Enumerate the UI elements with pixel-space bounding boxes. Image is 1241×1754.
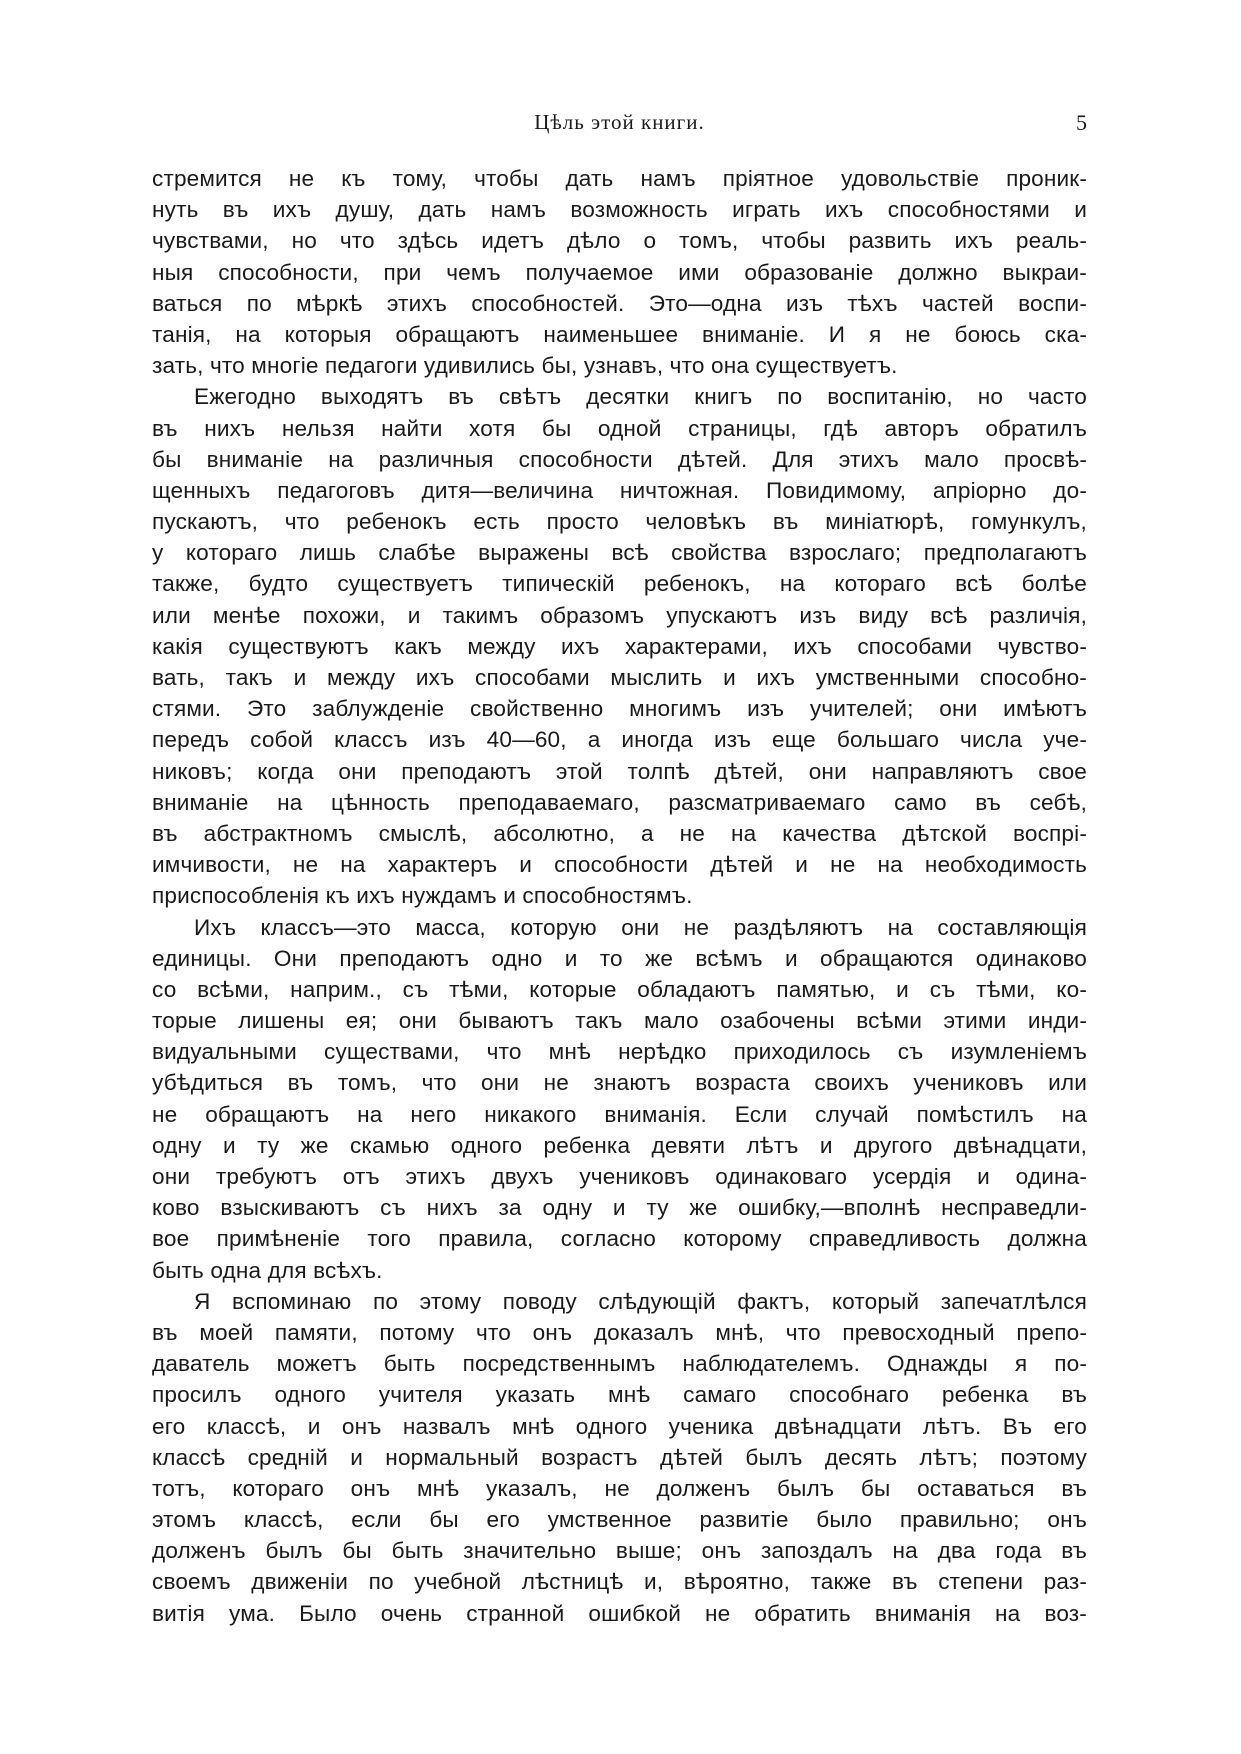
text-line: стями. Это заблужденіе свойственно многимъ изъ учителей; они имѣютъ [152, 696, 1087, 722]
paragraph [152, 381, 1087, 911]
text-line: его классѣ, и онъ назвалъ мнѣ одного ученика двѣнадцати лѣтъ. Въ его [152, 1413, 1087, 1439]
text-line: Я вспоминаю по этому поводу слѣдующій фактъ, который запечатлѣлся [194, 1288, 1087, 1314]
text-line: бы вниманіе на различныя способности дѣтей. Для этихъ мало просвѣ- [152, 446, 1087, 472]
text-line: классѣ средній и нормальный возрастъ дѣтей былъ десять лѣтъ; поэтому [152, 1444, 1087, 1470]
paragraph [152, 163, 1087, 381]
text-line: убѣдиться въ томъ, что они не знаютъ возраста своихъ учениковъ или [152, 1070, 1087, 1096]
text-line: вать, такъ и между ихъ способами мыслить и ихъ умственными способно- [152, 665, 1087, 690]
text-line: Ежегодно выходятъ въ свѣтъ десятки книгъ по воспитанію, но часто [194, 384, 1087, 410]
text-line: вое примѣненіе того правила, согласно которому справедливость должна [152, 1226, 1087, 1252]
text-line: никовъ; когда они преподаютъ этой толпѣ дѣтей, они направляютъ свое [152, 758, 1087, 784]
paragraph [152, 1286, 1087, 1629]
text-line: чувствами, но что здѣсь идетъ дѣло о томъ, чтобы развить ихъ реаль- [152, 228, 1087, 254]
text-line: долженъ былъ бы быть значительно выше; онъ запоздалъ на два года въ [152, 1538, 1087, 1564]
text-line: не обращаютъ на него никакого вниманія. Если случай помѣстилъ на [152, 1101, 1087, 1127]
text-line: одну и ту же скамью одного ребенка девяти лѣтъ и другого двѣнадцати, [152, 1132, 1087, 1158]
text-line: танія, на которыя обращаютъ наименьшее вниманіе. И я не боюсь ска- [152, 321, 1087, 347]
text-line: въ нихъ нельзя найти хотя бы одной страницы, гдѣ авторъ обратилъ [152, 415, 1087, 441]
text-line: приспособленія къ ихъ нуждамъ и способностямъ. [152, 883, 693, 909]
page-number: 5 [1076, 110, 1087, 135]
text-line: витія ума. Было очень странной ошибкой не обратить вниманія на воз- [152, 1600, 1087, 1626]
text-line: единицы. Они преподаютъ одно и то же всѣмъ и обращаются одинаково [152, 945, 1087, 971]
text-line: стремится не къ тому, чтобы дать намъ пріятное удовольствіе проник- [152, 166, 1087, 191]
text-line: просилъ одного учителя указать мнѣ самаго способнаго ребенка въ [152, 1382, 1087, 1408]
text-line: Ихъ классъ—это масса, которую они не раздѣляютъ на составляющія [194, 914, 1087, 940]
body-text [152, 163, 1087, 1629]
text-line: имчивости, не на характеръ и способности дѣтей и не на необходимость [152, 852, 1087, 878]
text-line: торые лишены ея; они бываютъ такъ мало озабочены всѣми этими инди- [152, 1008, 1087, 1034]
text-line: какія существуютъ какъ между ихъ характерами, ихъ способами чувство- [152, 633, 1087, 659]
text-line: или менѣе похожи, и такимъ образомъ упускаютъ изъ виду всѣ различія, [152, 602, 1087, 628]
running-head [152, 110, 1087, 140]
text-line: въ абстрактномъ смыслѣ, абсолютно, а не на качества дѣтской воспрі- [152, 820, 1087, 846]
text-line: тотъ, котораго онъ мнѣ указалъ, не долженъ былъ бы оставаться въ [152, 1475, 1087, 1501]
text-line: видуальными существами, что мнѣ нерѣдко приходилось съ изумленіемъ [152, 1039, 1087, 1065]
text-line: щенныхъ педагоговъ дитя—величина ничтожная. Повидимому, апріорно до- [152, 477, 1087, 503]
text-line: у котораго лишь слабѣе выражены всѣ свойства взрослаго; предполагаютъ [152, 540, 1087, 566]
text-line: ваться по мѣркѣ этихъ способностей. Это—одна изъ тѣхъ частей воспи- [152, 290, 1087, 316]
paragraph [152, 912, 1087, 1286]
text-line: вниманіе на цѣнность преподаваемаго, разсматриваемаго само въ себѣ, [152, 789, 1087, 815]
text-line: нуть въ ихъ душу, дать намъ возможность играть ихъ способностями и [152, 197, 1087, 223]
text-line: передъ собой классъ изъ 40—60, а иногда изъ еще большаго числа уче- [152, 727, 1087, 753]
text-line: даватель можетъ быть посредственнымъ наблюдателемъ. Однажды я по- [152, 1351, 1087, 1377]
text-line: быть одна для всѣхъ. [152, 1257, 383, 1283]
text-line: со всѣми, наприм., съ тѣми, которые обладаютъ памятью, и съ тѣми, ко- [152, 976, 1087, 1002]
text-line: въ моей памяти, потому что онъ доказалъ мнѣ, что превосходный препо- [152, 1319, 1087, 1345]
text-line: зать, что многіе педагоги удивились бы, узнавъ, что она существуетъ. [152, 353, 898, 379]
text-line: они требуютъ отъ этихъ двухъ учениковъ одинаковаго усердія и одина- [152, 1164, 1087, 1189]
text-line: также, будто существуетъ типическій ребенокъ, на котораго всѣ болѣе [152, 571, 1087, 597]
text-line: ныя способности, при чемъ получаемое ими образованіе должно выкраи- [152, 259, 1087, 285]
text-line: ково взыскиваютъ съ нихъ за одну и ту же ошибку,—вполнѣ несправедли- [152, 1195, 1087, 1221]
text-line: этомъ классѣ, если бы его умственное развитіе было правильно; онъ [152, 1507, 1087, 1533]
text-line: своемъ движеніи по учебной лѣстницѣ и, вѣроятно, также въ степени раз- [152, 1569, 1087, 1595]
running-title: Цѣль этой книги. [534, 110, 705, 134]
text-line: пускаютъ, что ребенокъ есть просто человѣкъ въ миніатюрѣ, гомункулъ, [152, 509, 1087, 535]
